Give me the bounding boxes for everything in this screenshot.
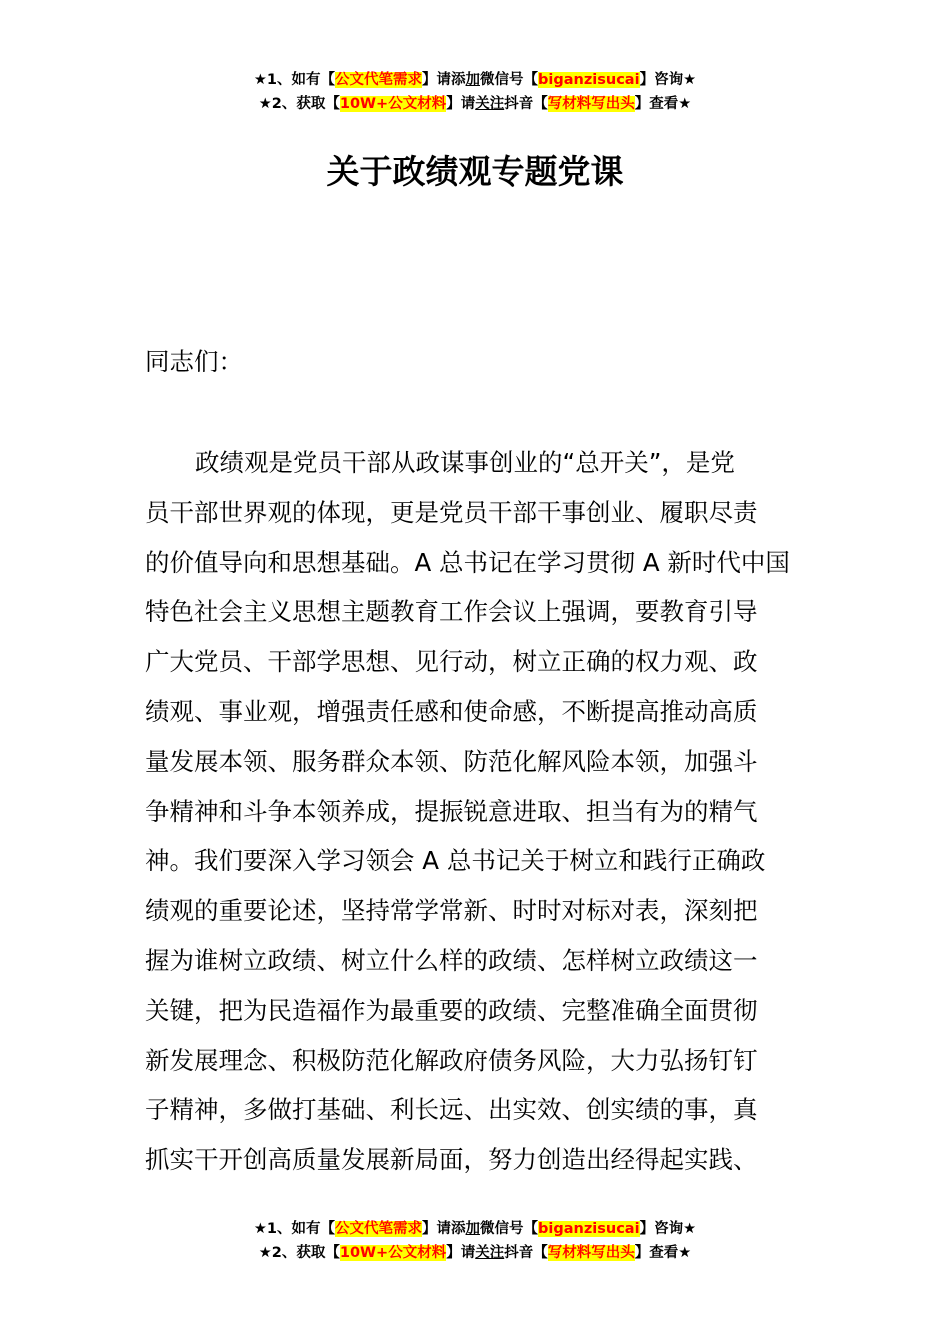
paragraph-line: 量发展本领、服务群众本领、防范化解风险本领，加强斗: [145, 746, 758, 776]
banner-text: ★1、如有【: [253, 1221, 336, 1237]
body-paragraph: [145, 438, 810, 1185]
header-banner: [0, 68, 950, 116]
paragraph-line: 的价值导向和思想基础。A 总书记在学习贯彻 A 新时代中国: [145, 547, 790, 577]
paragraph-line: 新发展理念、积极防范化解政府债务风险，大力弘扬钉钉: [145, 1045, 758, 1075]
paragraph-line: 绩观、事业观，增强责任感和使命感，不断提高推动高质: [145, 696, 758, 726]
banner-line-1: [0, 1217, 950, 1241]
banner-text: 抖音【: [504, 96, 548, 112]
banner-highlight-service: 公文代笔需求: [335, 1221, 423, 1237]
banner-line-2: [0, 1241, 950, 1265]
banner-underline: 关注: [475, 96, 505, 112]
paragraph-line: 握为谁树立政绩、树立什么样的政绩、怎样树立政绩这一: [145, 945, 758, 975]
paragraph-line: 子精神，多做打基础、利长远、出实效、创实绩的事，真: [145, 1095, 758, 1125]
banner-text: 】请添: [422, 1221, 466, 1237]
paragraph-line: 特色社会主义思想主题教育工作会议上强调，要教育引导: [145, 597, 758, 627]
banner-underline: 加: [465, 72, 481, 88]
banner-text: 微信号【: [480, 1221, 539, 1237]
banner-text: 抖音【: [504, 1245, 548, 1261]
banner-text: ★1、如有【: [253, 72, 336, 88]
salutation: 同志们：: [145, 347, 243, 376]
banner-underline: 加: [465, 1221, 481, 1237]
banner-text: 】请: [446, 96, 476, 112]
banner-text: ★2、获取【: [258, 96, 340, 112]
banner-line-2: [0, 92, 950, 116]
banner-text: 】查看★: [634, 1245, 692, 1261]
banner-highlight-wechat-id: biganzisucai: [538, 72, 640, 88]
paragraph-line: 政绩观是党员干部从政谋事创业的“总开关”，是党: [195, 448, 735, 477]
paragraph-line: 绩观的重要论述，坚持常学常新、时时对标对表，深刻把: [145, 896, 758, 926]
banner-text: 】咨询★: [639, 1221, 697, 1237]
banner-highlight-douyin: 写材料写出头: [547, 96, 635, 112]
paragraph-line: 抓实干开创高质量发展新局面，努力创造出经得起实践、: [145, 1145, 758, 1175]
banner-underline: 关注: [475, 1245, 505, 1261]
banner-line-1: [0, 68, 950, 92]
banner-highlight-materials: 10W+公文材料: [339, 96, 447, 112]
paragraph-line: 员干部世界观的体现，更是党员干部干事创业、履职尽责: [145, 497, 758, 527]
banner-highlight-materials: 10W+公文材料: [339, 1245, 447, 1261]
banner-text: ★2、获取【: [258, 1245, 340, 1261]
paragraph-line: 神。我们要深入学习领会 A 总书记关于树立和践行正确政: [145, 846, 766, 876]
banner-text: 】查看★: [634, 96, 692, 112]
footer-banner: [0, 1217, 950, 1265]
banner-text: 微信号【: [480, 72, 539, 88]
paragraph-line: 广大党员、干部学思想、见行动，树立正确的权力观、政: [145, 647, 758, 677]
banner-text: 】咨询★: [639, 72, 697, 88]
document-title: 关于政绩观专题党课: [326, 152, 624, 191]
banner-highlight-douyin: 写材料写出头: [547, 1245, 635, 1261]
banner-text: 】请: [446, 1245, 476, 1261]
banner-highlight-service: 公文代笔需求: [335, 72, 423, 88]
paragraph-line: 关键，把为民造福作为最重要的政绩、完整准确全面贯彻: [145, 995, 758, 1025]
banner-text: 】请添: [422, 72, 466, 88]
paragraph-line: 争精神和斗争本领养成，提振锐意进取、担当有为的精气: [145, 796, 758, 826]
banner-highlight-wechat-id: biganzisucai: [538, 1221, 640, 1237]
